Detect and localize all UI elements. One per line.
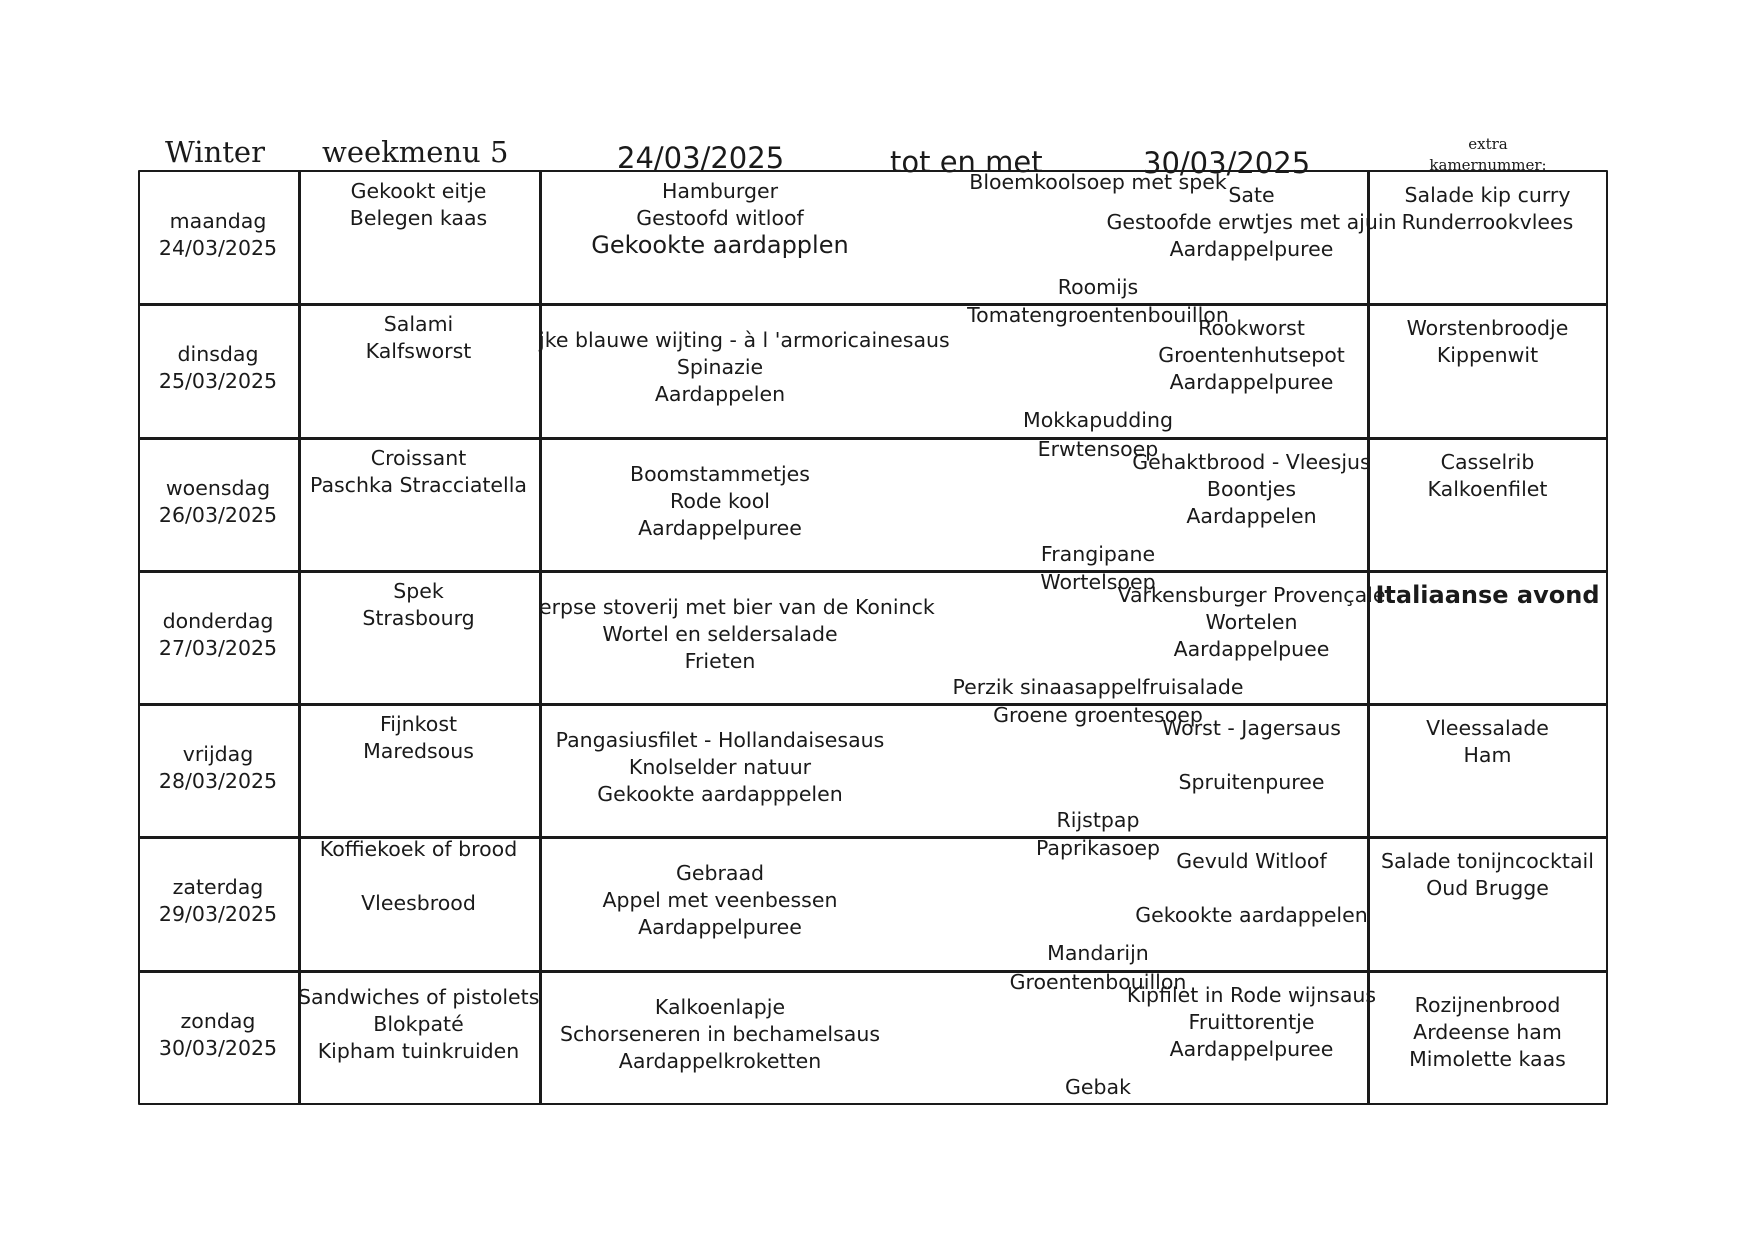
main-dish-2-cell-line: Gestoofde erwtjes met ajuin (1106, 210, 1397, 234)
day-date: 29/03/2025 (158, 902, 278, 926)
breakfast-cell (298, 445, 539, 499)
breakfast-cell-line: Kipham tuinkruiden (317, 1039, 520, 1063)
main-dish-1-cell (539, 327, 950, 408)
main-dish-1-cell (539, 594, 935, 675)
day-cell (138, 475, 298, 529)
dessert-cell: Gebak (1065, 1075, 1131, 1099)
main-dish-2-cell-line (1088, 875, 1415, 902)
main-dish-2-cell-line: Worst - Jagersaus (1162, 716, 1341, 740)
evening-cell-line: Casselrib (1440, 450, 1535, 474)
breakfast-cell (298, 178, 539, 232)
main-dish-2-cell-line: Aardappelpuree (1169, 1037, 1334, 1061)
main-dish-1-cell (539, 178, 901, 259)
breakfast-cell-line: Vleesbrood (361, 891, 476, 915)
day-name: dinsdag (177, 342, 259, 366)
main-dish-2-cell (1088, 848, 1415, 929)
breakfast-cell-line: Kalfsworst (365, 339, 472, 363)
breakfast-cell-line: Belegen kaas (349, 206, 488, 230)
room-number-label: kamernummer: (1429, 156, 1547, 174)
breakfast-cell (298, 984, 539, 1065)
main-dish-2-cell-line: Aardappelpuree (1169, 370, 1334, 394)
breakfast-cell (298, 578, 539, 632)
table-row (138, 303, 1608, 436)
day-cell (138, 1008, 298, 1062)
main-dish-1-cell (539, 461, 901, 542)
main-dish-1-cell-line: Kalkoenlapje (654, 995, 786, 1019)
end-date: 30/03/2025 (1143, 146, 1311, 180)
evening-cell-line: Vleessalade (1426, 716, 1549, 740)
evening-cell-line: Worstenbroodje (1406, 316, 1569, 340)
breakfast-cell-line: Fijnkost (379, 712, 458, 736)
dessert-cell: Perzik sinaasappelfruisalade (952, 675, 1244, 699)
evening-cell-line: Kalkoenfilet (1427, 477, 1548, 501)
breakfast-cell (298, 711, 539, 765)
evening-cell-line: Mimolette kaas (1409, 1047, 1566, 1071)
main-dish-1-cell-line: Aardappelen (654, 382, 786, 406)
day-cell (138, 741, 298, 795)
breakfast-cell-line: Gekookt eitje (350, 179, 487, 203)
dessert-cell: Roomijs (1057, 275, 1139, 299)
dessert-cell: Mokkapudding (1023, 408, 1173, 432)
breakfast-cell-line: Blokpaté (373, 1012, 464, 1036)
main-dish-2-cell-line: Groentenhutsepot (1158, 343, 1345, 367)
main-dish-2-cell-line: Wortelen (1205, 610, 1298, 634)
evening-cell-line: Italiaanse avond (1375, 581, 1600, 609)
main-dish-1-cell-line: Aardappelpuree (638, 516, 802, 540)
main-dish-2-cell-line: Gevuld Witloof (1176, 849, 1327, 873)
evening-cell-line: Rozijnenbrood (1414, 993, 1561, 1017)
day-name: zaterdag (172, 875, 264, 899)
evening-cell (1367, 715, 1608, 769)
dessert-cell: Frangipane (1040, 542, 1156, 566)
dessert-cell: Mandarijn (1047, 941, 1149, 965)
breakfast-cell-line: Maredsous (363, 739, 474, 763)
soup-cell: Bloemkoolsoep met spek (969, 170, 1227, 194)
table-row (138, 703, 1608, 836)
main-dish-1-cell-line: Wortel en seldersalade (602, 622, 838, 646)
evening-cell (1367, 182, 1608, 236)
main-dish-2-cell-line: Aardappelpuree (1169, 237, 1334, 261)
main-dish-1-cell-line: Gestoofd witloof (636, 206, 804, 230)
main-dish-1-cell-line: Boomstammetjes (630, 462, 810, 486)
main-dish-1-cell-line: Schorseneren in bechamelsaus (559, 1022, 881, 1046)
soup-cell: Groentenbouillon (1009, 970, 1187, 994)
main-dish-1-cell-line: Aardappelpuree (638, 915, 802, 939)
main-dish-2-cell-line: Spruitenpuree (1178, 770, 1325, 794)
main-dish-2-cell-line: Aardappelen (1186, 504, 1317, 528)
day-name: woensdag (165, 476, 271, 500)
main-dish-1-cell-line: jke blauwe wijting - à l 'armoricainesaus (539, 328, 950, 352)
table-row (138, 437, 1608, 570)
main-dish-1-cell-line: Knolselder natuur (628, 755, 812, 779)
evening-cell-line: Salade tonijncocktail (1381, 849, 1594, 873)
day-name: donderdag (162, 609, 274, 633)
breakfast-cell-line: Croissant (370, 446, 467, 470)
main-dish-1-cell (539, 994, 901, 1075)
main-dish-1-cell-line: Pangasiusfilet - Hollandaisesaus (555, 728, 885, 752)
evening-cell (1367, 449, 1608, 503)
day-date: 27/03/2025 (158, 636, 278, 660)
main-dish-2-cell-line: Varkensburger Provençale (1117, 583, 1386, 607)
soup-cell: Groene groentesoep (993, 703, 1203, 727)
main-dish-2-cell (1088, 982, 1415, 1063)
main-dish-2-cell (1088, 315, 1415, 396)
main-dish-2-cell-line: Kipfilet in Rode wijnsaus (1126, 983, 1377, 1007)
start-date: 24/03/2025 (617, 141, 785, 175)
evening-cell-line: Oud Brugge (1426, 876, 1549, 900)
soup-cell: Paprikasoep (1035, 836, 1161, 860)
main-dish-2-cell-line: Boontjes (1206, 477, 1297, 501)
dessert-cell: Rijstpap (1056, 808, 1140, 832)
day-date: 25/03/2025 (158, 369, 278, 393)
main-dish-2-cell-line: Rookworst (1198, 316, 1305, 340)
main-dish-2-cell-line (1088, 742, 1415, 769)
day-date: 24/03/2025 (158, 236, 278, 260)
main-dish-1-cell-line: Rode kool (670, 489, 770, 513)
day-cell (138, 874, 298, 928)
day-cell (138, 208, 298, 262)
soup-cell: Tomatengroentenbouillon (967, 303, 1229, 327)
breakfast-cell-line: Spek (393, 579, 444, 603)
day-date: 30/03/2025 (158, 1036, 278, 1060)
day-name: maandag (169, 209, 267, 233)
main-dish-1-cell-line: Gebraad (675, 861, 765, 885)
soup-cell: Erwtensoep (1037, 437, 1159, 461)
main-dish-1-cell-line: Aardappelkroketten (618, 1049, 822, 1073)
breakfast-cell-line (298, 863, 539, 890)
main-dish-1-cell (539, 727, 901, 808)
breakfast-cell-line: Koffiekoek of brood (319, 837, 518, 861)
day-date: 28/03/2025 (158, 769, 278, 793)
extra-label: extra (1468, 135, 1508, 153)
main-dish-2-cell (1088, 182, 1415, 263)
main-dish-2-cell-line: Aardappelpuee (1173, 637, 1330, 661)
evening-cell-line: Ham (1463, 743, 1512, 767)
breakfast-cell-line: Sandwiches of pistolets (298, 985, 540, 1009)
evening-cell-line: Ardeense ham (1413, 1020, 1562, 1044)
season-label: Winter (165, 135, 265, 169)
evening-cell-line: Salade kip curry (1404, 183, 1571, 207)
main-dish-1-cell-line: Hamburger (661, 179, 779, 203)
evening-cell (1367, 315, 1608, 369)
day-date: 26/03/2025 (158, 503, 278, 527)
evening-cell (1367, 582, 1608, 609)
main-dish-2-cell (1088, 715, 1415, 796)
breakfast-cell-line: Paschka Stracciatella (310, 473, 527, 497)
main-dish-1-cell (539, 860, 901, 941)
main-dish-1-cell-line: Gekookte aardapppelen (597, 782, 843, 806)
evening-cell-line: Kippenwit (1436, 343, 1539, 367)
evening-cell (1367, 848, 1608, 902)
evening-cell (1367, 992, 1608, 1073)
week-title: weekmenu 5 (322, 135, 509, 169)
main-dish-2-cell-line: Sate (1228, 183, 1275, 207)
main-dish-2-cell-line: Gehaktbrood - Vleesjus (1132, 450, 1371, 474)
main-dish-1-cell-line: erpse stoverij met bier van de Koninck (539, 595, 935, 619)
main-dish-1-cell-line: Frieten (684, 649, 756, 673)
breakfast-cell-line: Strasbourg (362, 606, 475, 630)
main-dish-1-cell-line: Appel met veenbessen (602, 888, 838, 912)
table-row (138, 970, 1608, 1103)
day-cell (138, 341, 298, 395)
day-cell (138, 608, 298, 662)
breakfast-cell (298, 311, 539, 365)
main-dish-2-cell (1088, 449, 1415, 530)
breakfast-cell (298, 836, 539, 917)
table-row (138, 170, 1608, 303)
breakfast-cell-line: Salami (383, 312, 454, 336)
soup-cell: Wortelsoep (1040, 570, 1156, 594)
day-name: zondag (180, 1009, 256, 1033)
evening-cell-line: Runderrookvlees (1401, 210, 1574, 234)
date-range-separator: tot en met (890, 145, 1043, 179)
main-dish-1-cell-line: Gekookte aardapplen (591, 231, 849, 259)
table-row (138, 570, 1608, 703)
main-dish-2-cell-line: Fruittorentje (1188, 1010, 1315, 1034)
main-dish-1-cell-line: Spinazie (676, 355, 764, 379)
main-dish-2-cell (1088, 582, 1415, 663)
day-name: vrijdag (182, 742, 254, 766)
main-dish-2-cell-line: Gekookte aardappelen (1135, 903, 1368, 927)
table-row (138, 836, 1608, 969)
